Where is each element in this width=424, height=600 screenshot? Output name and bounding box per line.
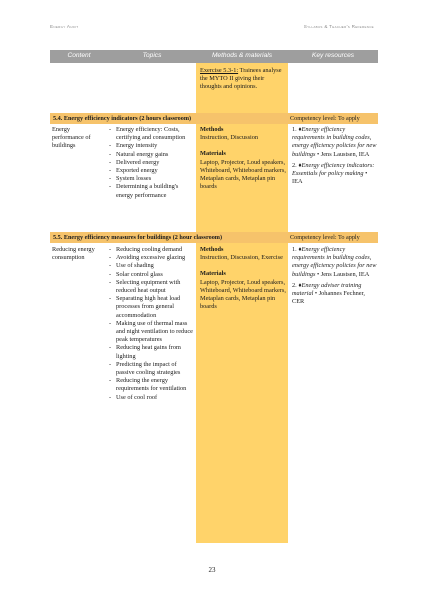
- competency-level: Competency level: To apply: [290, 114, 360, 122]
- section-title: 5.5. Energy efficiency measures for buildings (2 hour classroom): [53, 233, 223, 241]
- list-item: - Exported energy: [108, 167, 194, 175]
- page-number: 23: [208, 566, 216, 574]
- list-item: - Making use of thermal mass and night ventilation to reduce peak temperatures: [108, 320, 194, 345]
- list-item: - Determining a building's energy performance: [108, 183, 194, 199]
- list-item: - Natural energy gains: [108, 151, 194, 159]
- list-item: - Energy efficiency: Costs, certifying and consumption: [108, 126, 194, 142]
- list-item: - Use of cool roof: [108, 394, 194, 402]
- section-5-5-bar: [50, 232, 378, 243]
- materials-text: Laptop, Projector, Loud speakers, Whiteboard, Whiteboard markers, Metaplan cards, Metaplan pin boards: [200, 158, 286, 191]
- methods-text: Instruction, Discussion: [200, 134, 259, 142]
- topics-list: [108, 126, 194, 200]
- list-item: - Reducing cooling demand: [108, 246, 194, 254]
- column-header-content: Content: [67, 52, 91, 59]
- running-header-right: Syllabus & Teacher's Reference: [303, 24, 374, 29]
- methods-heading: Methods: [200, 126, 224, 133]
- resource-item: 1. ♦Energy efficiency requirements in building codes, energy efficiency policies for new buildings • Jens Laustsen, IEA: [292, 126, 377, 158]
- list-item: - Delivered energy: [108, 159, 194, 167]
- list-item: - System losses: [108, 175, 194, 183]
- competency-level: Competency level: To apply: [290, 233, 360, 241]
- key-resources: [292, 246, 378, 309]
- exercise-ref: Exercise 5.3-1:: [200, 67, 239, 74]
- section-content: Reducing energy consumption: [52, 246, 95, 262]
- methods-heading: Methods: [200, 246, 224, 253]
- section-5-4-bar: [50, 113, 378, 124]
- resource-item: 1. ♦Energy efficiency requirements in building codes, energy efficiency policies for new buildings • Jens Laustsen, IEA: [292, 246, 377, 278]
- materials-heading: Materials: [200, 150, 226, 158]
- methods-text: Instruction, Discussion, Exercise: [200, 254, 283, 262]
- list-item: - Reducing the energy requirements for ventilation: [108, 377, 194, 393]
- list-item: - Energy intensity: [108, 142, 194, 150]
- list-item: - Selecting equipment with reduced heat output: [108, 279, 194, 295]
- list-item: - Predicting the impact of passive cooling strategies: [108, 361, 194, 377]
- exercise-text: Trainees analyse the MYTO II giving their thoughts and opinions.: [200, 67, 282, 91]
- resource-item: 2. ♦Energy efficiency indicators: Essentials for policy making • IEA: [292, 161, 375, 186]
- column-header-bar: [50, 50, 378, 63]
- carryover-exercise: [200, 67, 286, 92]
- list-item: - Solar control glass: [108, 271, 194, 279]
- key-resources: [292, 126, 378, 189]
- section-title: 5.4. Energy efficiency indicators (2 hours classroom): [53, 114, 192, 122]
- list-item: - Avoiding excessive glazing: [108, 254, 194, 262]
- materials-heading: Materials: [200, 270, 226, 278]
- column-header-topics: Topics: [142, 52, 162, 59]
- resource-item: 2. ♦Energy adviser training material • Johannes Fechner, CER: [292, 281, 365, 306]
- list-item: - Use of shading: [108, 262, 194, 270]
- list-item: - Separating high heat load processes from general accommodation: [108, 295, 194, 320]
- materials-text: Laptop, Projector, Loud speakers, Whiteboard, Whiteboard markers, Metaplan cards, Metaplan pin boards: [200, 278, 286, 311]
- topics-list: [108, 246, 194, 402]
- list-item: - Reducing heat gains from lighting: [108, 344, 194, 360]
- column-header-resources: Key resources: [311, 52, 355, 59]
- methods-materials: [200, 246, 286, 311]
- running-header-left: Energy Audit: [50, 24, 79, 29]
- section-content: Energy performance of buildings: [52, 126, 91, 150]
- column-header-methods: Methods & materials: [211, 52, 273, 59]
- methods-materials: [200, 126, 286, 191]
